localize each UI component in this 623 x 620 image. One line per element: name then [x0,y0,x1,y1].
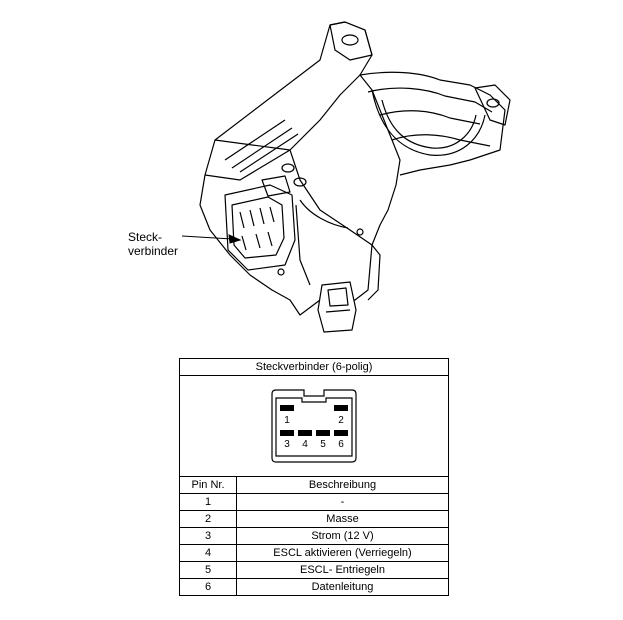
pin-label-4: 4 [302,439,308,450]
table-title: Steckverbinder (6-polig) [180,359,449,376]
pin-assignment-table [179,358,449,596]
pin-number: 6 [180,579,237,596]
pin-1-contact [280,405,294,411]
pin-label-5: 5 [320,439,326,450]
pin-description: Strom (12 V) [237,528,449,545]
connector-pinout-cell [180,376,449,477]
pin-number: 1 [180,494,237,511]
pin-3-contact [280,430,294,436]
table-row [180,511,449,528]
pin-6-contact [334,430,348,436]
pin-label-6: 6 [338,439,344,450]
callout-line-1: Steck- [128,230,163,244]
pin-number: 3 [180,528,237,545]
pin-description: - [237,494,449,511]
table-row [180,579,449,596]
pin-number: 4 [180,545,237,562]
pin-label-3: 3 [284,439,290,450]
pin-5-contact [316,430,330,436]
pin-label-2: 2 [338,415,344,426]
table-row [180,528,449,545]
pin-description: Masse [237,511,449,528]
callout-line-2: verbinder [128,244,179,258]
header-pin: Pin Nr. [180,477,237,494]
connector-callout-label [128,230,178,258]
pin-4-contact [298,430,312,436]
pin-description: Datenleitung [237,579,449,596]
pin-label-1: 1 [284,415,290,426]
pin-2-contact [334,405,348,411]
table-row [180,545,449,562]
connector-pinout-diagram [266,386,362,466]
header-description: Beschreibung [237,477,449,494]
table-row [180,562,449,579]
pin-description: ESCL aktivieren (Verriegeln) [237,545,449,562]
table-row [180,494,449,511]
pin-number: 5 [180,562,237,579]
pin-description: ESCL- Entriegeln [237,562,449,579]
pin-number: 2 [180,511,237,528]
